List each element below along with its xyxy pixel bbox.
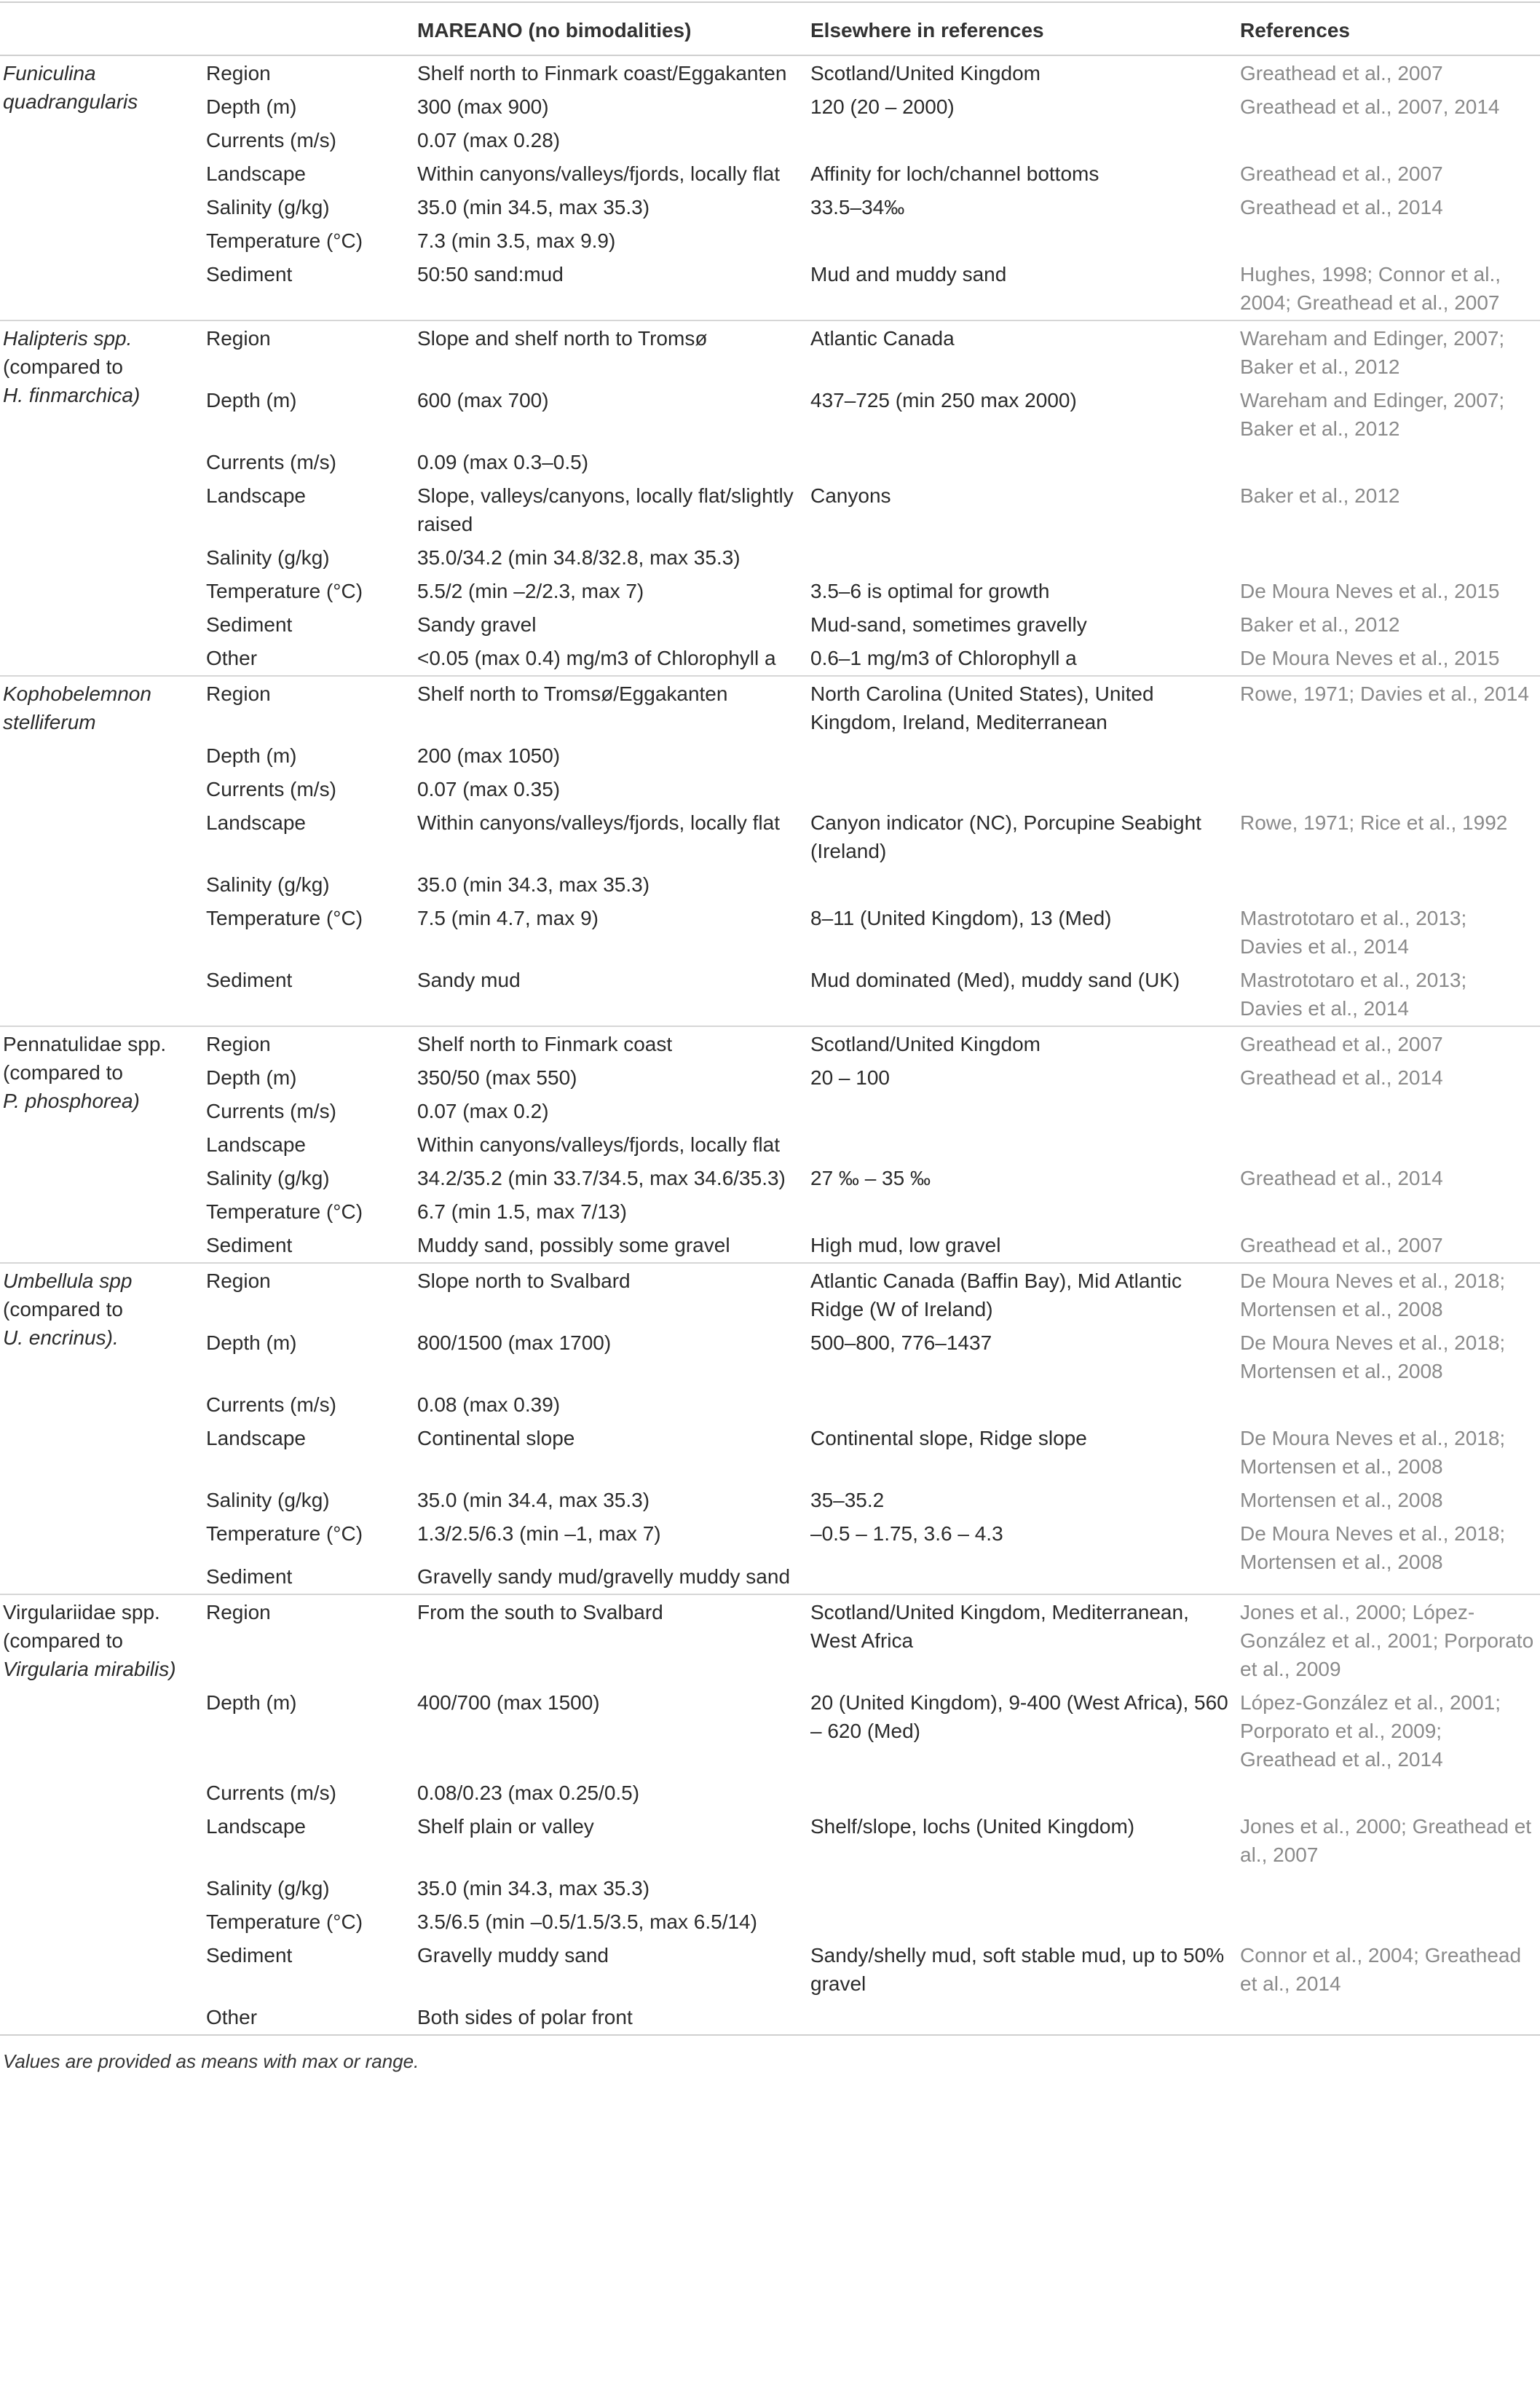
reference-cell [1234,224,1540,258]
reference-cell: Greathead et al., 2007 [1234,1026,1540,1061]
mareano-cell: Both sides of polar front [417,2006,633,2028]
elsewhere-cell: 33.5–34‰ [810,196,905,219]
elsewhere-cell [805,868,1234,902]
reference-cell: Mastrototaro et al., 2013; Davies et al., 2014 [1240,907,1467,958]
reference-cell [1234,2001,1540,2035]
reference-cell [1234,446,1540,479]
mareano-cell: 0.09 (max 0.3–0.5) [417,451,589,473]
mareano-cell: 3.5/6.5 (min –0.5/1.5/3.5, max 6.5/14) [417,1910,757,1933]
mareano-cell: 0.08 (max 0.39) [417,1393,561,1416]
mareano-cell: Gravelly sandy mud/gravelly muddy sand [417,1565,791,1588]
mareano-cell: 35.0 (min 34.3, max 35.3) [417,1877,650,1900]
reference-cell [1234,1905,1540,1939]
elsewhere-cell: –0.5 – 1.75, 3.6 – 4.3 [810,1522,1003,1545]
param-cell: Temperature (°C) [206,907,363,929]
param-cell: Landscape [206,1133,307,1156]
mareano-cell: 0.07 (max 0.28) [417,129,561,151]
table-row [0,1026,1540,1061]
mareano-cell: 600 (max 700) [417,389,549,412]
param-cell: Sediment [206,1234,293,1256]
header-row [0,2,1540,55]
table-row [0,575,1540,608]
species-cell [0,1594,200,2035]
param-cell: Currents (m/s) [206,129,336,151]
elsewhere-cell: Sandy/shelly mud, soft stable mud, up to 50% gravel [810,1944,1225,1995]
mareano-cell: Muddy sand, possibly some gravel [417,1234,730,1256]
reference-cell [1234,541,1540,575]
elsewhere-cell: Continental slope, Ridge slope [810,1427,1087,1449]
reference-cell [1234,739,1540,773]
species-note: (compared to [3,1298,123,1320]
reference-cell: Greathead et al., 2014 [1240,196,1443,219]
table-footnote: Values are provided as means with max or range. [0,2035,1540,2076]
table-row [0,642,1540,676]
table-row [0,739,1540,773]
header-mareano: MAREANO (no bimodalities) [411,2,805,55]
species-cell [0,1263,200,1594]
table-row [0,1229,1540,1263]
species-name: Umbellula spp [3,1270,133,1292]
table-row [0,1095,1540,1128]
reference-cell: Greathead et al., 2007, 2014 [1240,95,1500,118]
mareano-cell: Slope, valleys/canyons, locally flat/slightly raised [417,484,794,535]
reference-cell: Rowe, 1971; Rice et al., 1992 [1240,811,1508,834]
mareano-cell: 35.0 (min 34.3, max 35.3) [417,873,650,896]
table-row [0,1776,1540,1810]
mareano-cell: Continental slope [417,1427,575,1449]
param-cell: Currents (m/s) [206,1100,336,1122]
table-row [0,1263,1540,1326]
table-row [0,1484,1540,1517]
table-row [0,1594,1540,1686]
param-cell: Region [200,1263,411,1326]
species-compared: Virgularia mirabilis) [3,1658,176,1680]
footnote-row [0,2035,1540,2076]
elsewhere-cell: Mud-sand, sometimes gravelly [810,613,1087,636]
table-row [0,1905,1540,1939]
mareano-cell: Sandy gravel [417,613,537,636]
mareano-cell: Sandy mud [417,969,521,991]
elsewhere-cell: Canyon indicator (NC), Porcupine Seabight (Ireland) [810,811,1201,862]
param-cell: Region [200,676,411,739]
param-cell: Region [200,1594,411,1686]
param-cell: Sediment [206,613,293,636]
table-row [0,773,1540,806]
mareano-cell: 800/1500 (max 1700) [417,1331,612,1354]
species-note: (compared to [3,355,123,378]
species-cell [0,1026,200,1263]
mareano-cell: 300 (max 900) [417,95,549,118]
param-cell: Currents (m/s) [206,451,336,473]
elsewhere-cell [805,2001,1234,2035]
reference-cell: De Moura Neves et al., 2015 [1240,647,1500,669]
table-row [0,806,1540,868]
reference-cell: Greathead et al., 2014 [1240,1167,1443,1189]
elsewhere-cell: 437–725 (min 250 max 2000) [810,389,1077,412]
mareano-cell: <0.05 (max 0.4) mg/m3 of Chlorophyll a [417,647,776,669]
reference-cell [1234,1095,1540,1128]
elsewhere-cell [805,739,1234,773]
elsewhere-cell: 27 ‰ – 35 ‰ [810,1167,931,1189]
reference-cell [1234,124,1540,157]
param-cell: Temperature (°C) [206,580,363,602]
elsewhere-cell: North Carolina (United States), United Kingdom, Ireland, Mediterranean [805,676,1234,739]
param-cell: Salinity (g/kg) [206,1489,330,1511]
elsewhere-cell: Atlantic Canada [805,320,1234,384]
species-compared: P. phosphorea) [3,1090,140,1112]
elsewhere-cell [805,1128,1234,1162]
elsewhere-cell: Mud and muddy sand [810,263,1007,286]
reference-cell: Mortensen et al., 2008 [1240,1489,1443,1511]
elsewhere-cell [805,124,1234,157]
table-row [0,55,1540,90]
mareano-cell: 7.5 (min 4.7, max 9) [417,907,599,929]
species-note: (compared to [3,1061,123,1084]
param-cell: Other [206,647,258,669]
param-cell: Temperature (°C) [206,1200,363,1223]
param-cell: Currents (m/s) [206,1393,336,1416]
species-compared: H. finmarchica) [3,384,141,406]
table-row [0,157,1540,191]
table-row [0,1061,1540,1095]
reference-cell: Mastrototaro et al., 2013; Davies et al., 2014 [1240,969,1467,1020]
table-row [0,1517,1540,1560]
species-name: Funiculina quadrangularis [3,62,138,113]
table-row [0,964,1540,1026]
param-cell: Depth (m) [206,1331,297,1354]
species-name: Virgulariidae spp. [3,1601,160,1623]
table-row [0,320,1540,384]
table-row [0,224,1540,258]
reference-cell [1234,1872,1540,1905]
param-cell: Salinity (g/kg) [206,1167,330,1189]
table-row [0,90,1540,124]
table-row [0,1810,1540,1872]
param-cell: Depth (m) [206,1691,297,1714]
param-cell: Region [200,320,411,384]
reference-cell: Wareham and Edinger, 2007; Baker et al., 2012 [1240,389,1505,440]
elsewhere-cell [805,224,1234,258]
mareano-cell: 35.0 (min 34.4, max 35.3) [417,1489,650,1511]
param-cell: Other [206,2006,258,2028]
species-cell [0,320,200,676]
species-cell [0,55,200,320]
reference-cell [1234,773,1540,806]
mareano-cell: Within canyons/valleys/fjords, locally flat [417,1133,780,1156]
reference-cell [1234,1195,1540,1229]
reference-cell: Greathead et al., 2007 [1240,1234,1443,1256]
param-cell: Sediment [206,1944,293,1967]
mareano-cell: Within canyons/valleys/fjords, locally flat [417,162,780,185]
reference-cell: Greathead et al., 2007 [1234,55,1540,90]
elsewhere-cell: Scotland/United Kingdom [805,1026,1234,1061]
elsewhere-cell: 35–35.2 [810,1489,885,1511]
mareano-cell: From the south to Svalbard [411,1594,805,1686]
table-row [0,191,1540,224]
table-row [0,446,1540,479]
mareano-cell: Shelf plain or valley [417,1815,594,1838]
table-row [0,1422,1540,1484]
reference-cell: Baker et al., 2012 [1240,613,1400,636]
elsewhere-cell [805,1905,1234,1939]
reference-cell: López-González et al., 2001; Porporato et al., 2009; Greathead et al., 2014 [1240,1691,1501,1771]
mareano-cell: 7.3 (min 3.5, max 9.9) [417,229,616,252]
param-cell: Region [200,1026,411,1061]
mareano-cell: Gravelly muddy sand [417,1944,609,1967]
reference-cell [1234,1776,1540,1810]
elsewhere-cell [805,1776,1234,1810]
header-species [0,2,200,55]
param-cell: Salinity (g/kg) [206,546,330,569]
elsewhere-cell: 3.5–6 is optimal for growth [810,580,1050,602]
mareano-cell: 5.5/2 (min –2/2.3, max 7) [417,580,644,602]
table-row [0,902,1540,964]
reference-cell: Jones et al., 2000; Greathead et al., 2007 [1240,1815,1532,1866]
reference-cell: Wareham and Edinger, 2007; Baker et al., 2012 [1234,320,1540,384]
param-cell: Currents (m/s) [206,1782,336,1804]
table-row [0,676,1540,739]
elsewhere-cell: Scotland/United Kingdom [805,55,1234,90]
elsewhere-cell [805,446,1234,479]
param-cell: Sediment [206,263,293,286]
table-row [0,258,1540,320]
mareano-cell: 200 (max 1050) [417,744,561,767]
param-cell: Sediment [206,1565,293,1588]
param-cell: Region [200,55,411,90]
elsewhere-cell [805,773,1234,806]
elsewhere-cell: 500–800, 776–1437 [810,1331,992,1354]
mareano-cell: 1.3/2.5/6.3 (min –1, max 7) [417,1522,661,1545]
mareano-cell: Shelf north to Finmark coast/Eggakanten [411,55,805,90]
table-row [0,2001,1540,2035]
mareano-cell: 35.0 (min 34.5, max 35.3) [417,196,650,219]
table-row [0,868,1540,902]
table-row [0,541,1540,575]
reference-cell: De Moura Neves et al., 2018; Mortensen et al., 2008 [1234,1263,1540,1326]
table-row [0,1872,1540,1905]
header-references: References [1234,2,1540,55]
elsewhere-cell [805,1560,1234,1594]
param-cell: Landscape [206,1815,307,1838]
param-cell: Depth (m) [206,389,297,412]
reference-cell: Rowe, 1971; Davies et al., 2014 [1234,676,1540,739]
elsewhere-cell: 0.6–1 mg/m3 of Chlorophyll a [810,647,1077,669]
param-cell: Landscape [206,1427,307,1449]
mareano-cell: Shelf north to Tromsø/Eggakanten [411,676,805,739]
param-cell: Depth (m) [206,744,297,767]
param-cell: Sediment [206,969,293,991]
reference-cell [1234,868,1540,902]
elsewhere-cell: 120 (20 – 2000) [810,95,955,118]
elsewhere-cell: Mud dominated (Med), muddy sand (UK) [810,969,1180,991]
elsewhere-cell: Canyons [810,484,891,507]
elsewhere-cell: 8–11 (United Kingdom), 13 (Med) [810,907,1112,929]
table-row [0,1162,1540,1195]
mareano-cell: Shelf north to Finmark coast [411,1026,805,1061]
mareano-cell: 35.0/34.2 (min 34.8/32.8, max 35.3) [417,546,741,569]
species-compared: U. encrinus). [3,1326,119,1349]
reference-cell: Connor et al., 2004; Greathead et al., 2014 [1240,1944,1522,1995]
reference-cell [1234,1128,1540,1162]
param-cell: Landscape [206,484,307,507]
header-parameter [200,2,411,55]
param-cell: Salinity (g/kg) [206,873,330,896]
param-cell: Landscape [206,162,307,185]
elsewhere-cell: Shelf/slope, lochs (United Kingdom) [810,1815,1135,1838]
reference-cell [1234,1517,1540,1573]
table-row [0,1686,1540,1776]
param-cell: Temperature (°C) [206,229,363,252]
mareano-cell: 34.2/35.2 (min 33.7/34.5, max 34.6/35.3) [417,1167,786,1189]
species-name: Pennatulidae spp. [3,1033,167,1055]
elsewhere-cell: Scotland/United Kingdom, Mediterranean, West Africa [805,1594,1234,1686]
reference-cell: De Moura Neves et al., 2015 [1240,580,1500,602]
table-row [0,1195,1540,1229]
species-name: Halipteris spp. [3,327,133,350]
reference-cell [1234,1388,1540,1422]
reference-cell: De Moura Neves et al., 2018; Mortensen et al., 2008 [1240,1427,1506,1478]
elsewhere-cell [805,1095,1234,1128]
elsewhere-cell: Affinity for loch/channel bottoms [810,162,1099,185]
reference-text-clipped: De Moura Neves et al., 2018; Mortensen et al., 2008 [1240,1522,1506,1573]
elsewhere-cell: High mud, low gravel [810,1234,1001,1256]
table-row [0,1326,1540,1388]
reference-cell: Greathead et al., 2007 [1240,162,1443,185]
reference-cell: Jones et al., 2000; López-González et al., 2001; Porporato et al., 2009 [1234,1594,1540,1686]
mareano-cell: 0.07 (max 0.35) [417,778,561,800]
mareano-cell: Slope and shelf north to Tromsø [411,320,805,384]
mareano-cell: 50:50 sand:mud [417,263,564,286]
elsewhere-cell: 20 (United Kingdom), 9-400 (West Africa), 560 – 620 (Med) [810,1691,1228,1742]
mareano-cell: 400/700 (max 1500) [417,1691,600,1714]
mareano-cell: 0.08/0.23 (max 0.25/0.5) [417,1782,640,1804]
elsewhere-cell [805,1872,1234,1905]
elsewhere-cell [805,1388,1234,1422]
param-cell: Landscape [206,811,307,834]
species-note: (compared to [3,1629,123,1652]
header-elsewhere: Elsewhere in references [805,2,1234,55]
reference-cell: Baker et al., 2012 [1240,484,1400,507]
mareano-cell: 6.7 (min 1.5, max 7/13) [417,1200,627,1223]
mareano-cell: Slope north to Svalbard [411,1263,805,1326]
mareano-cell: 350/50 (max 550) [417,1066,577,1089]
species-name: Kophobelemnon stelliferum [3,682,151,733]
param-cell: Salinity (g/kg) [206,1877,330,1900]
param-cell: Temperature (°C) [206,1522,363,1545]
mareano-cell: Within canyons/valleys/fjords, locally flat [417,811,780,834]
param-cell: Depth (m) [206,1066,297,1089]
table-row [0,608,1540,642]
param-cell: Temperature (°C) [206,1910,363,1933]
elsewhere-cell: Atlantic Canada (Baffin Bay), Mid Atlantic Ridge (W of Ireland) [805,1263,1234,1326]
param-cell: Salinity (g/kg) [206,196,330,219]
mareano-cell: 0.07 (max 0.2) [417,1100,549,1122]
table-row [0,1128,1540,1162]
reference-cell: Greathead et al., 2014 [1240,1066,1443,1089]
param-cell: Depth (m) [206,95,297,118]
table-row [0,1939,1540,2001]
reference-cell: Hughes, 1998; Connor et al., 2004; Greathead et al., 2007 [1240,263,1501,314]
reference-cell: De Moura Neves et al., 2018; Mortensen et al., 2008 [1240,1331,1506,1382]
param-cell: Currents (m/s) [206,778,336,800]
species-cell [0,676,200,1026]
table-row [0,1388,1540,1422]
table-row [0,479,1540,541]
habitat-comparison-table [0,1,1540,2076]
table-row [0,384,1540,446]
elsewhere-cell [805,1195,1234,1229]
table-row [0,124,1540,157]
elsewhere-cell: 20 – 100 [810,1066,890,1089]
elsewhere-cell [805,541,1234,575]
